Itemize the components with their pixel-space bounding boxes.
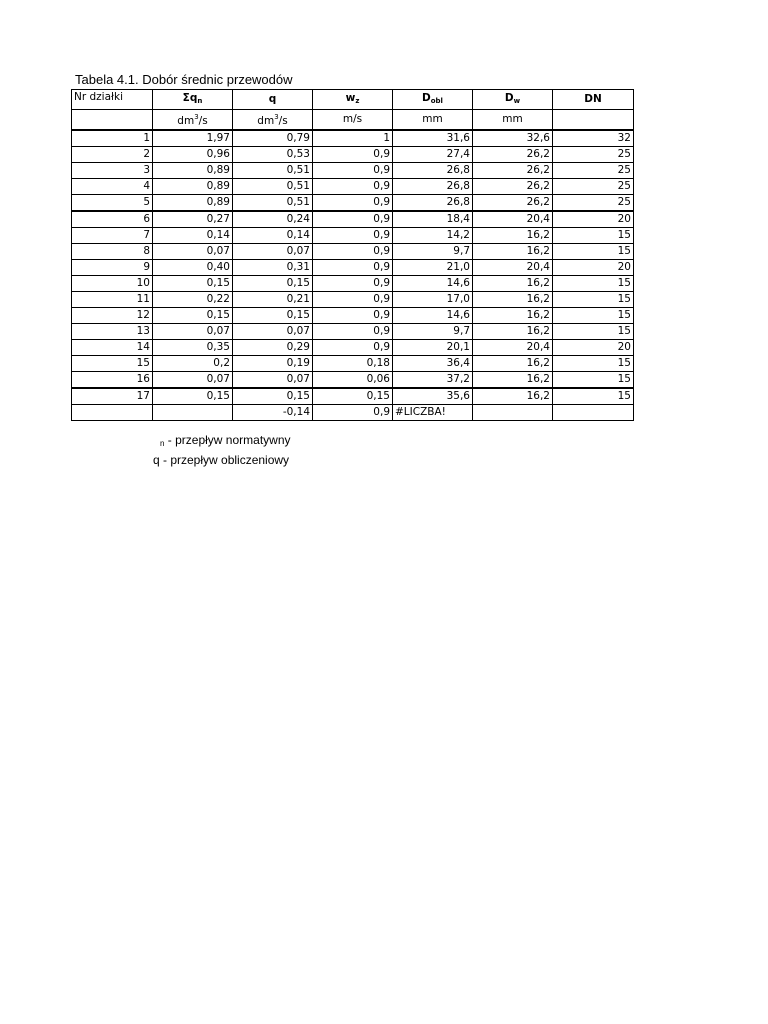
cell-q: 0,15: [233, 388, 313, 405]
cell-dobl: 9,7: [393, 324, 473, 340]
cell-sum-q: 1,97: [153, 130, 233, 147]
legend-sub-n: n: [160, 439, 165, 448]
cell-dobl: 9,7: [393, 244, 473, 260]
unit-w: m/s: [313, 110, 393, 131]
cell-dw: 16,2: [473, 276, 553, 292]
cell-q: 0,51: [233, 179, 313, 195]
cell-sum-q: 0,96: [153, 147, 233, 163]
cell-w: 0,9: [313, 163, 393, 179]
cell-q: 0,21: [233, 292, 313, 308]
cell-dw: 16,2: [473, 292, 553, 308]
cell-dn: 25: [553, 195, 634, 212]
header-sum-q-sub: n: [197, 96, 203, 105]
unit-q-tail: /s: [278, 115, 288, 127]
cell-dobl: 27,4: [393, 147, 473, 163]
cell-nr: 2: [72, 147, 153, 163]
cell-nr: [72, 405, 153, 421]
table-row: [72, 324, 634, 340]
cell-nr: 1: [72, 130, 153, 147]
header-dw-sub: w: [513, 96, 521, 105]
cell-dn: 15: [553, 388, 634, 405]
table-row: [72, 130, 634, 147]
cell-w: 0,18: [313, 356, 393, 372]
cell-dobl: #LICZBA!: [393, 405, 473, 421]
header-sum-q: [153, 90, 233, 110]
cell-sum-q: 0,89: [153, 195, 233, 212]
cell-dobl: 26,8: [393, 179, 473, 195]
cell-nr: 17: [72, 388, 153, 405]
cell-w: 0,06: [313, 372, 393, 389]
cell-sum-q: 0,2: [153, 356, 233, 372]
cell-q: 0,29: [233, 340, 313, 356]
cell-dn: 15: [553, 244, 634, 260]
cell-q: 0,53: [233, 147, 313, 163]
cell-q: -0,14: [233, 405, 313, 421]
table-row: [72, 308, 634, 324]
cell-nr: 6: [72, 211, 153, 228]
cell-dw: 20,4: [473, 211, 553, 228]
table-row: [72, 388, 634, 405]
cell-w: 1: [313, 130, 393, 147]
unit-nr: [72, 110, 153, 131]
cell-sum-q: 0,15: [153, 388, 233, 405]
cell-dn: 15: [553, 228, 634, 244]
cell-dobl: 14,6: [393, 308, 473, 324]
cell-dn: 25: [553, 163, 634, 179]
table-row-summary: [72, 405, 634, 421]
unit-q-base: dm: [257, 115, 275, 127]
cell-dn: 15: [553, 308, 634, 324]
header-sum-q-base: Σq: [182, 91, 198, 104]
cell-dobl: 26,8: [393, 195, 473, 212]
cell-dw: 32,6: [473, 130, 553, 147]
cell-w: 0,9: [313, 195, 393, 212]
cell-dobl: 21,0: [393, 260, 473, 276]
cell-dw: 16,2: [473, 388, 553, 405]
cell-dobl: 14,2: [393, 228, 473, 244]
cell-dobl: 37,2: [393, 372, 473, 389]
cell-sum-q: 0,15: [153, 308, 233, 324]
cell-q: 0,15: [233, 308, 313, 324]
cell-nr: 14: [72, 340, 153, 356]
header-dobl-base: D: [422, 91, 431, 104]
table-row: [72, 340, 634, 356]
cell-w: 0,9: [313, 179, 393, 195]
cell-nr: 9: [72, 260, 153, 276]
cell-q: 0,51: [233, 195, 313, 212]
cell-dobl: 14,6: [393, 276, 473, 292]
cell-w: 0,9: [313, 292, 393, 308]
cell-dn: 25: [553, 179, 634, 195]
cell-sum-q: 0,07: [153, 372, 233, 389]
cell-dn: 15: [553, 372, 634, 389]
cell-dobl: 35,6: [393, 388, 473, 405]
cell-nr: 11: [72, 292, 153, 308]
legend-normative-text: - przepływ normatywny: [164, 433, 291, 447]
cell-dobl: 18,4: [393, 211, 473, 228]
cell-sum-q: 0,40: [153, 260, 233, 276]
cell-q: 0,51: [233, 163, 313, 179]
cell-sum-q: [153, 405, 233, 421]
unit-dobl: mm: [393, 110, 473, 131]
unit-dn: [553, 110, 634, 131]
cell-nr: 5: [72, 195, 153, 212]
cell-q: 0,14: [233, 228, 313, 244]
units-row: [72, 110, 634, 131]
cell-q: 0,19: [233, 356, 313, 372]
cell-sum-q: 0,15: [153, 276, 233, 292]
header-dobl-sub: obl: [430, 96, 443, 105]
cell-nr: 15: [72, 356, 153, 372]
cell-sum-q: 0,07: [153, 244, 233, 260]
cell-w: 0,9: [313, 276, 393, 292]
header-w-sub: z: [355, 96, 360, 105]
cell-dw: 16,2: [473, 324, 553, 340]
cell-dn: 20: [553, 260, 634, 276]
cell-dw: 20,4: [473, 260, 553, 276]
unit-sum-q: [153, 110, 233, 131]
cell-dw: 26,2: [473, 147, 553, 163]
header-q: q: [233, 90, 313, 110]
cell-q: 0,07: [233, 324, 313, 340]
cell-w: 0,9: [313, 324, 393, 340]
cell-sum-q: 0,89: [153, 163, 233, 179]
cell-w: 0,9: [313, 405, 393, 421]
cell-dw: 20,4: [473, 340, 553, 356]
cell-dn: 15: [553, 324, 634, 340]
cell-w: 0,9: [313, 260, 393, 276]
cell-sum-q: 0,07: [153, 324, 233, 340]
cell-dn: 20: [553, 211, 634, 228]
unit-sum-q-tail: /s: [198, 115, 208, 127]
unit-dw: mm: [473, 110, 553, 131]
cell-nr: 10: [72, 276, 153, 292]
unit-sum-q-base: dm: [177, 115, 195, 127]
cell-nr: 12: [72, 308, 153, 324]
table-row: [72, 292, 634, 308]
cell-w: 0,9: [313, 147, 393, 163]
cell-w: 0,9: [313, 211, 393, 228]
cell-dw: 16,2: [473, 356, 553, 372]
cell-sum-q: 0,35: [153, 340, 233, 356]
cell-q: 0,31: [233, 260, 313, 276]
table-row: [72, 228, 634, 244]
cell-sum-q: 0,14: [153, 228, 233, 244]
legend-normative-flow: [160, 433, 291, 451]
cell-dobl: 17,0: [393, 292, 473, 308]
cell-dobl: 20,1: [393, 340, 473, 356]
header-dn: DN: [553, 90, 634, 110]
cell-q: 0,79: [233, 130, 313, 147]
cell-dn: 20: [553, 340, 634, 356]
cell-dobl: 26,8: [393, 163, 473, 179]
cell-dn: 32: [553, 130, 634, 147]
table-row: [72, 211, 634, 228]
table-row: [72, 356, 634, 372]
table-row: [72, 260, 634, 276]
cell-q: 0,07: [233, 372, 313, 389]
cell-q: 0,24: [233, 211, 313, 228]
cell-w: 0,9: [313, 308, 393, 324]
cell-sum-q: 0,89: [153, 179, 233, 195]
cell-dn: [553, 405, 634, 421]
cell-nr: 7: [72, 228, 153, 244]
table-row: [72, 276, 634, 292]
cell-dn: 15: [553, 356, 634, 372]
cell-dw: 16,2: [473, 244, 553, 260]
table-row: [72, 147, 634, 163]
cell-nr: 8: [72, 244, 153, 260]
table-row: [72, 163, 634, 179]
cell-dw: [473, 405, 553, 421]
table-row: [72, 244, 634, 260]
cell-dw: 26,2: [473, 163, 553, 179]
header-dw-base: D: [504, 91, 514, 104]
header-row: [72, 90, 634, 110]
cell-dobl: 36,4: [393, 356, 473, 372]
cell-nr: 4: [72, 179, 153, 195]
cell-sum-q: 0,27: [153, 211, 233, 228]
header-w-base: w: [345, 91, 356, 104]
cell-dobl: 31,6: [393, 130, 473, 147]
cell-q: 0,15: [233, 276, 313, 292]
table-row: [72, 195, 634, 212]
cell-dw: 26,2: [473, 179, 553, 195]
cell-w: 0,9: [313, 228, 393, 244]
cell-q: 0,07: [233, 244, 313, 260]
header-nr: Nr działki: [72, 90, 153, 110]
unit-q: [233, 110, 313, 131]
cell-dn: 15: [553, 292, 634, 308]
cell-sum-q: 0,22: [153, 292, 233, 308]
cell-w: 0,15: [313, 388, 393, 405]
header-w: [313, 90, 393, 110]
cell-nr: 16: [72, 372, 153, 389]
table-title: Tabela 4.1. Dobór średnic przewodów: [75, 72, 293, 87]
cell-dw: 16,2: [473, 372, 553, 389]
cell-nr: 13: [72, 324, 153, 340]
unit-sum-q-sup: 3: [194, 113, 199, 121]
cell-dn: 15: [553, 276, 634, 292]
header-dw: [473, 90, 553, 110]
header-dobl: [393, 90, 473, 110]
cell-w: 0,9: [313, 340, 393, 356]
cell-dw: 26,2: [473, 195, 553, 212]
cell-nr: 3: [72, 163, 153, 179]
table-row: [72, 372, 634, 389]
diameter-selection-table: [71, 89, 634, 421]
table-row: [72, 179, 634, 195]
cell-dw: 16,2: [473, 228, 553, 244]
legend-calculated-flow: q - przepływ obliczeniowy: [153, 453, 290, 467]
cell-dw: 16,2: [473, 308, 553, 324]
cell-w: 0,9: [313, 244, 393, 260]
unit-q-sup: 3: [274, 113, 279, 121]
cell-dn: 25: [553, 147, 634, 163]
